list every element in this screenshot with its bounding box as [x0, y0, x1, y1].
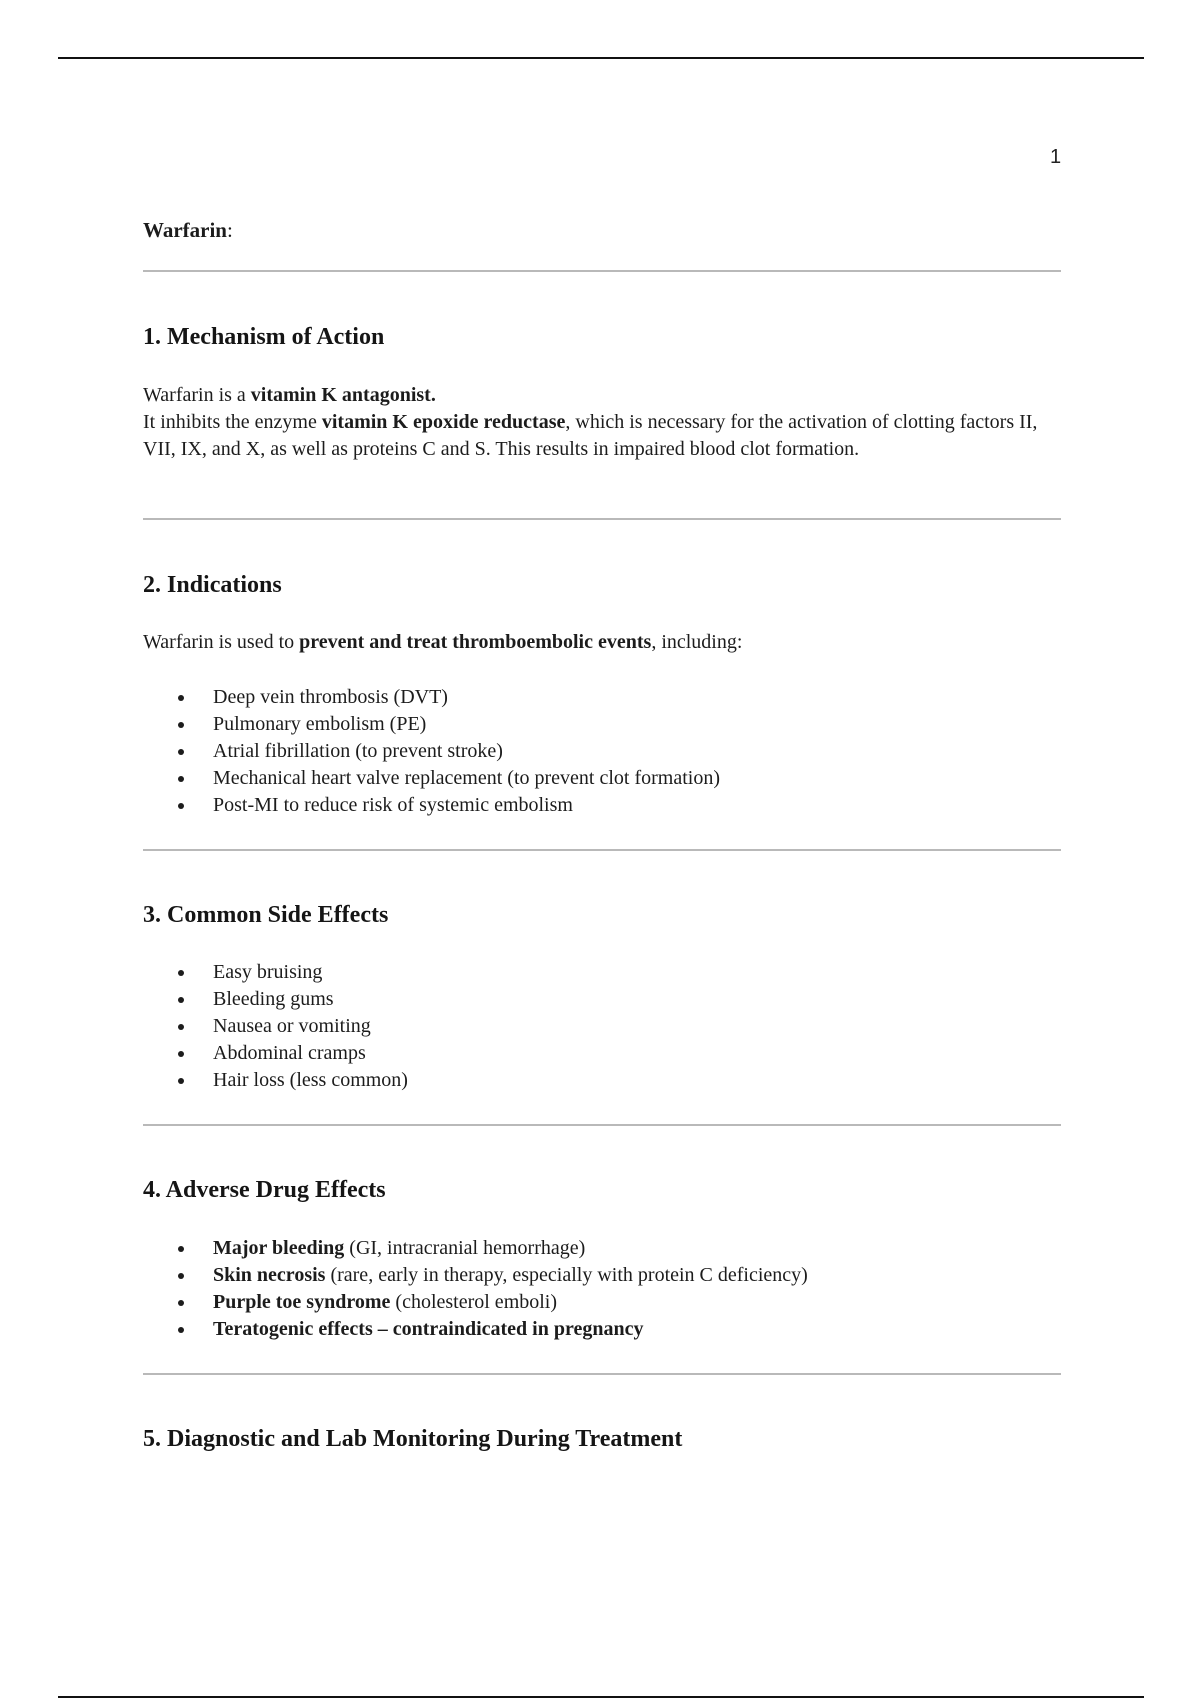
list-item [143, 1235, 808, 1262]
mechanism-paragraph [143, 382, 1061, 463]
list-item [143, 1067, 408, 1094]
bullet-icon [178, 1246, 184, 1252]
list-item [143, 792, 720, 819]
section-divider [143, 849, 1061, 851]
list-item [143, 959, 408, 986]
mechanism-line2-suffix: , which is necessary for the activation of clotting factors II, VII, IX, and X, as well as proteins C and S. This results in impaired blood clot formation. [143, 411, 1038, 460]
mechanism-line1-suffix: . [430, 384, 436, 406]
document-title-colon: : [227, 218, 233, 242]
bullet-icon [178, 1327, 184, 1333]
list-item [143, 684, 720, 711]
section-heading-side-effects: 3. Common Side Effects [143, 902, 389, 928]
section-divider [143, 518, 1061, 520]
indication-text: Post-MI to reduce risk of systemic embolism [213, 794, 573, 816]
list-item [143, 986, 408, 1013]
side-effect-text: Easy bruising [213, 961, 323, 983]
mechanism-line1-bold: vitamin K antagonist [250, 384, 431, 406]
indications-intro-prefix: Warfarin is used to [143, 631, 300, 653]
adverse-effect-detail: (GI, intracranial hemorrhage) [344, 1237, 586, 1259]
bullet-icon [178, 997, 184, 1003]
adverse-effect-detail: (rare, early in therapy, especially with protein C deficiency) [325, 1264, 808, 1286]
side-effect-text: Bleeding gums [213, 988, 334, 1010]
bullet-icon [178, 1273, 184, 1279]
side-effect-text: Hair loss (less common) [213, 1069, 408, 1091]
indication-text: Atrial fibrillation (to prevent stroke) [213, 740, 503, 762]
adverse-effect-detail: (cholesterol emboli) [390, 1291, 558, 1313]
document-title-text: Warfarin [143, 218, 227, 242]
adverse-effect-name: Skin necrosis [213, 1264, 326, 1286]
mechanism-line1-prefix: Warfarin is a [143, 384, 251, 406]
bullet-icon [178, 749, 184, 755]
page-top-border [58, 57, 1144, 59]
bullet-icon [178, 970, 184, 976]
bullet-icon [178, 722, 184, 728]
section-heading-indications: 2. Indications [143, 572, 282, 598]
indications-intro-suffix: , including: [651, 631, 743, 653]
bullet-icon [178, 1078, 184, 1084]
list-item [143, 711, 720, 738]
adverse-effect-name: Purple toe syndrome [213, 1291, 391, 1313]
section-divider [143, 270, 1061, 272]
adverse-effects-list [143, 1235, 808, 1343]
section-divider [143, 1373, 1061, 1375]
side-effect-text: Abdominal cramps [213, 1042, 366, 1064]
section-divider [143, 1124, 1061, 1126]
adverse-effect-name: Major bleeding [213, 1237, 345, 1259]
list-item [143, 1013, 408, 1040]
indications-list [143, 684, 720, 819]
indications-intro [143, 629, 1061, 656]
list-item [143, 738, 720, 765]
document-title [143, 218, 233, 243]
page-bottom-border [58, 1696, 1144, 1698]
list-item [143, 1040, 408, 1067]
section-heading-mechanism: 1. Mechanism of Action [143, 324, 385, 350]
side-effect-text: Nausea or vomiting [213, 1015, 371, 1037]
list-item [143, 765, 720, 792]
list-item [143, 1316, 808, 1343]
mechanism-line2-bold: vitamin K epoxide reductase [321, 411, 566, 433]
section-heading-adverse-effects: 4. Adverse Drug Effects [143, 1177, 386, 1203]
mechanism-line2-prefix: It inhibits the enzyme [143, 411, 322, 433]
bullet-icon [178, 1300, 184, 1306]
bullet-icon [178, 695, 184, 701]
indication-text: Pulmonary embolism (PE) [213, 713, 427, 735]
list-item [143, 1289, 808, 1316]
bullet-icon [178, 1024, 184, 1030]
adverse-effect-name: Teratogenic effects – contraindicated in pregnancy [213, 1318, 644, 1340]
page-number: 1 [1050, 146, 1062, 168]
side-effects-list [143, 959, 408, 1094]
bullet-icon [178, 1051, 184, 1057]
indication-text: Deep vein thrombosis (DVT) [213, 686, 448, 708]
indication-text: Mechanical heart valve replacement (to prevent clot formation) [213, 767, 720, 789]
indications-intro-bold: prevent and treat thromboembolic events [299, 631, 652, 653]
section-heading-lab-monitoring: 5. Diagnostic and Lab Monitoring During Treatment [143, 1426, 683, 1452]
list-item [143, 1262, 808, 1289]
bullet-icon [178, 776, 184, 782]
bullet-icon [178, 803, 184, 809]
